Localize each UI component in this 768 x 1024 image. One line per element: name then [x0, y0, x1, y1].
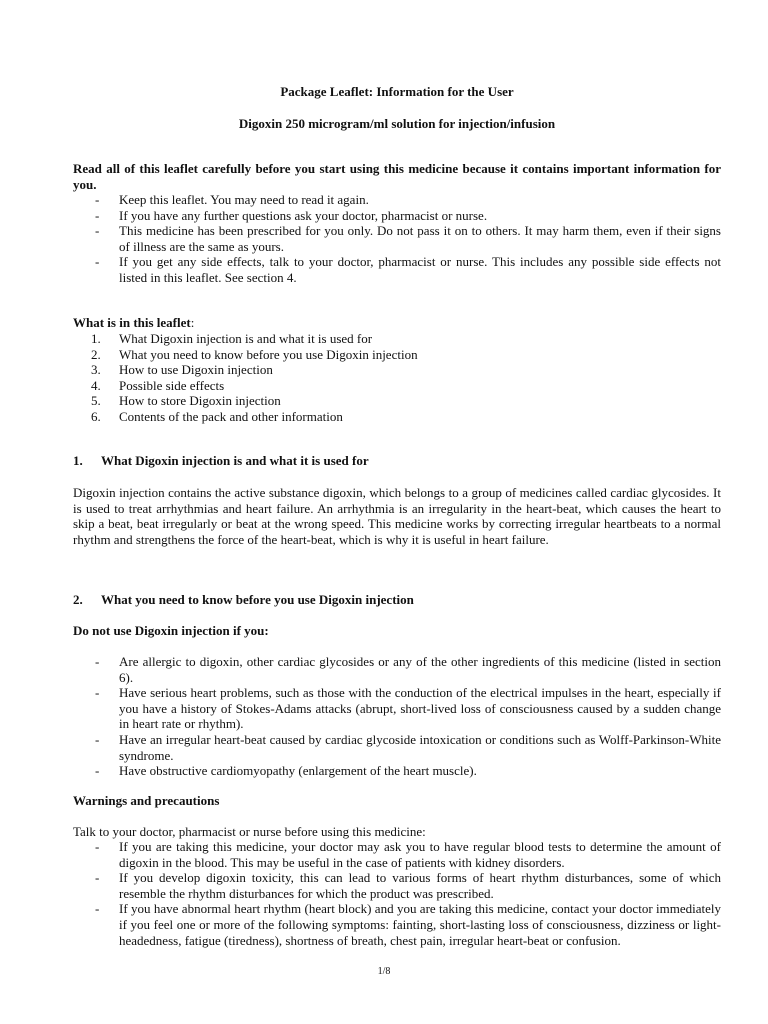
- dash-marker: -: [95, 207, 100, 223]
- dash-marker: -: [95, 731, 100, 747]
- dash-marker: -: [95, 654, 100, 669]
- dash-marker: -: [95, 763, 100, 779]
- dash-marker: -: [95, 870, 100, 886]
- leaflet-title: Package Leaflet: Information for the User: [280, 84, 514, 99]
- toc-item: 4. Possible side effects: [91, 377, 225, 393]
- list-item: - Have serious heart problems, such as those with the conduction of the electrical impulses in the heart, especially if you have a history of Stokes-Adams attacks (abrupt, short-lived loss of consciousness caused by a sudden change in heart rate or rhythm).: [95, 685, 721, 732]
- dash-marker: -: [95, 685, 100, 701]
- dash-marker: -: [95, 901, 100, 917]
- list-item: - Have an irregular heart-beat caused by cardiac glycoside intoxication or conditions such as Wolff-Parkinson-White syndrome.: [95, 731, 721, 763]
- list-item: - If you are taking this medicine, your doctor may ask you to have regular blood tests to determine the amount of digoxin in the blood. This may be useful in the case of patients with kidney disorders.: [95, 839, 721, 870]
- list-item: - If you have abnormal heart rhythm (heart block) and you are taking this medicine, contact your doctor immediately if you feel one or more of the following symptoms: fainting, short-lasting loss of consciousness, dizziness or light-headedness, fatigue (tiredness), shortness of breath, chest pain, irregular heart-beat or confusion.: [95, 901, 721, 948]
- toc-item: 3. How to use Digoxin injection: [91, 362, 273, 378]
- contraindications-list: [73, 654, 721, 779]
- product-name: Digoxin 250 microgram/ml solution for injection/infusion: [238, 116, 556, 131]
- list-item: - If you have any further questions ask your doctor, pharmacist or nurse.: [95, 207, 488, 223]
- warnings-heading: Warnings and precautions: [73, 793, 220, 808]
- list-item: - Keep this leaflet. You may need to read it again.: [95, 192, 369, 207]
- section-1-body: Digoxin injection contains the active substance digoxin, which belongs to a group of medicines called cardiac glycosides. It is used to treat arrhythmias and heart failure. An arrhythmia is an irregularity in the heart-beat, which causes the heart to skip a beat, beat irregularly or beat at the wrong speed. This medicine works by correcting irregular heartbeats to a normal rhythm and strengthens the force of the heart-beat, which is why it is useful in heart failure.: [73, 485, 721, 547]
- toc-item: 5. How to store Digoxin injection: [91, 393, 281, 409]
- list-item: - If you develop digoxin toxicity, this can lead to various forms of heart rhythm disturbances, some of which resemble the rhythm disturbances for which the product was prescribed.: [95, 870, 721, 901]
- dash-marker: -: [95, 192, 100, 207]
- dash-marker: -: [95, 839, 100, 854]
- toc-item: 6. Contents of the pack and other information: [91, 408, 343, 424]
- list-item: - Are allergic to digoxin, other cardiac glycosides or any of the other ingredients of this medicine (listed in section 6).: [95, 654, 721, 685]
- list-item: - Have obstructive cardiomyopathy (enlargement of the heart muscle).: [95, 763, 477, 779]
- warnings-lead: Talk to your doctor, pharmacist or nurse before using this medicine:: [73, 824, 426, 839]
- toc-item: 2. What you need to know before you use Digoxin injection: [91, 346, 418, 362]
- list-item: - This medicine has been prescribed for you only. Do not pass it on to others. It may harm them, even if their signs of illness are the same as yours.: [95, 223, 721, 254]
- intro-lead: Read all of this leaflet carefully before you start using this medicine because it contains important information for you.: [73, 161, 721, 192]
- dash-marker: -: [95, 223, 100, 239]
- warnings-list: [73, 839, 721, 948]
- section-2-subheading: Do not use Digoxin injection if you:: [73, 623, 269, 638]
- toc-item: 1. What Digoxin injection is and what it is used for: [91, 331, 373, 346]
- toc-list: [73, 331, 721, 425]
- toc-heading: What is in this leaflet:: [73, 315, 195, 330]
- intro-bullet-list: [73, 192, 721, 286]
- dash-marker: -: [95, 254, 100, 270]
- section-1-heading: 1. What Digoxin injection is and what it is used for: [73, 453, 369, 468]
- list-item: - If you get any side effects, talk to your doctor, pharmacist or nurse. This includes any possible side effects not listed in this leaflet. See section 4.: [95, 254, 721, 285]
- section-2-heading: 2. What you need to know before you use Digoxin injection: [73, 592, 414, 607]
- page-number: 1/8: [377, 966, 391, 977]
